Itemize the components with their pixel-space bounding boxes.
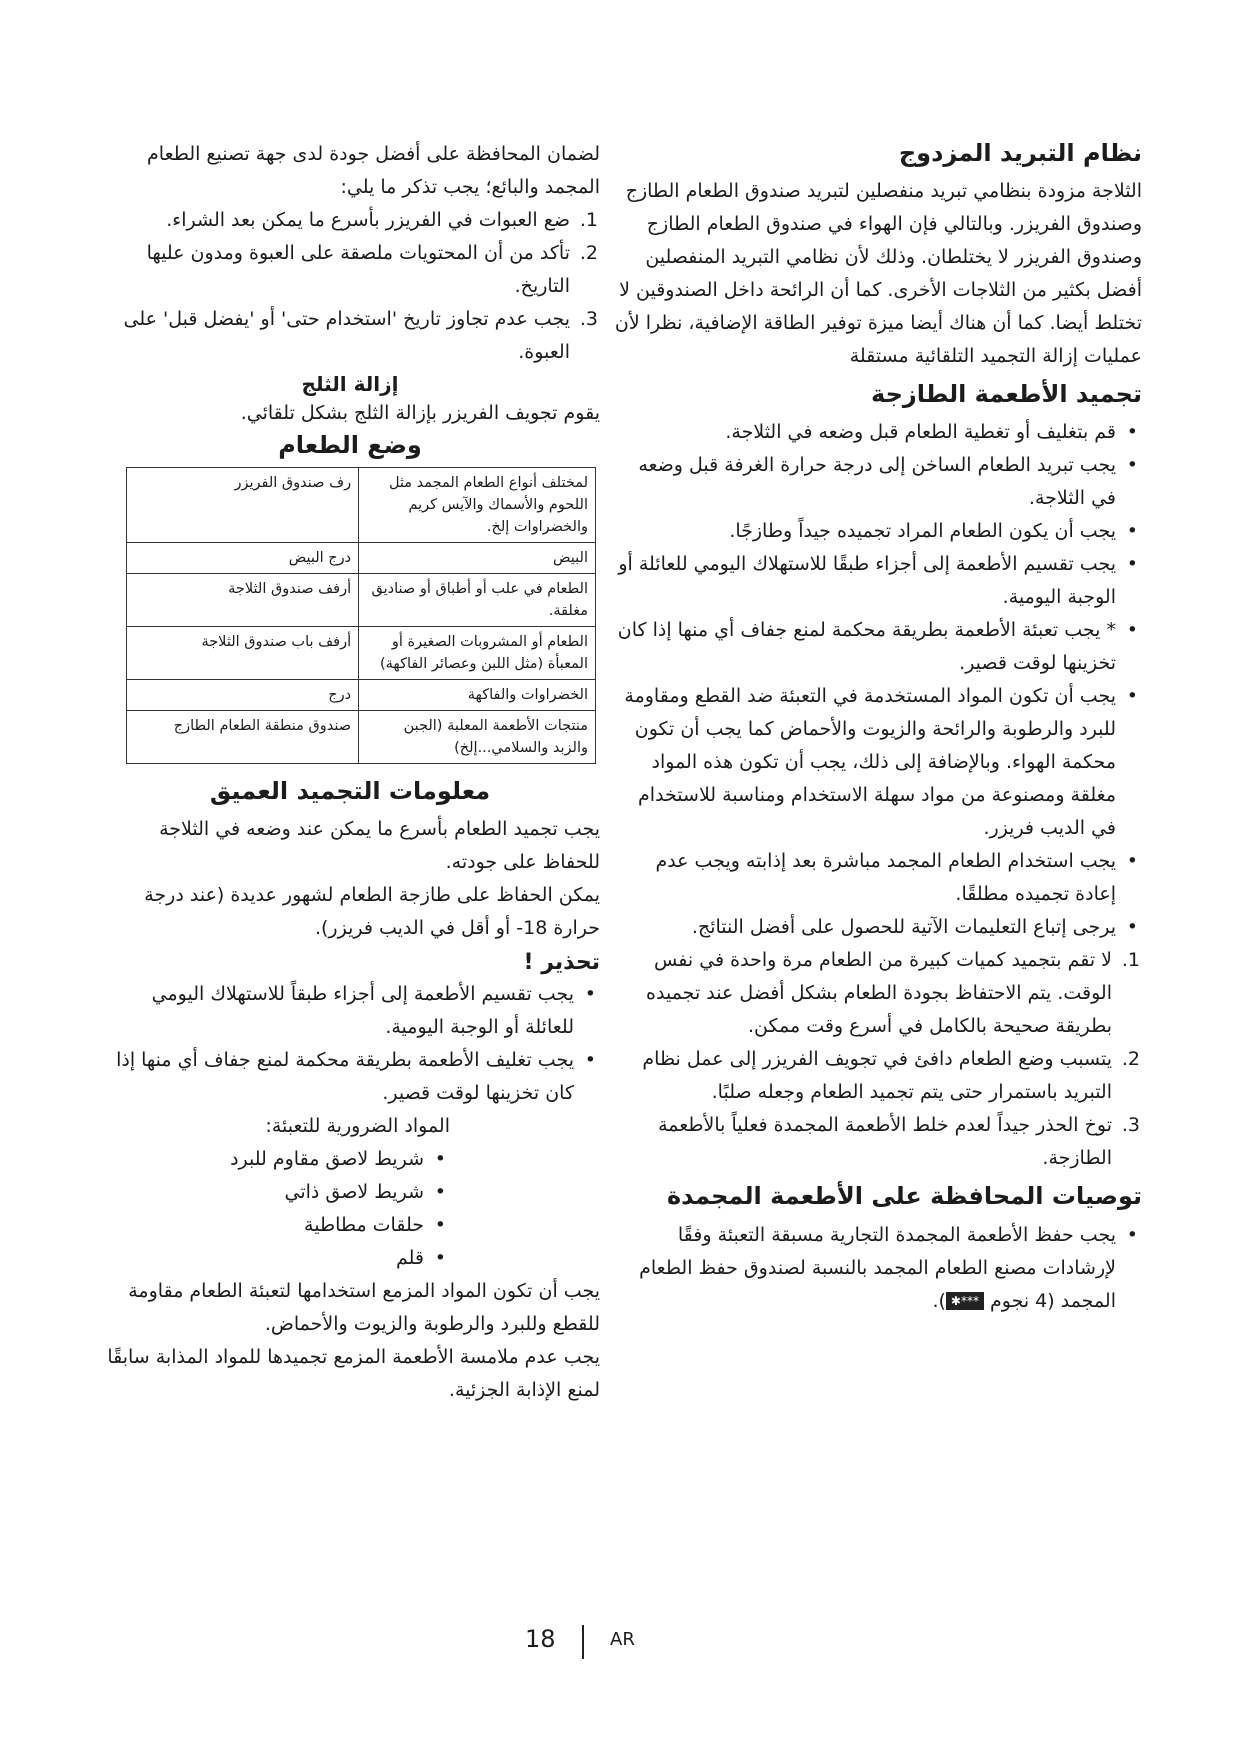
item-text-end: ). [932, 1289, 946, 1312]
contact-warning [100, 1341, 600, 1407]
table-cell: رف صندوق الفريزر [127, 468, 359, 543]
item-number: 1. [1121, 949, 1140, 972]
table-row [127, 627, 596, 680]
table-cell: منتجات الأطعمة المعلبة (الجبن والزبد والسلامي...إلخ) [359, 711, 596, 764]
list-item: • يجب أن يكون الطعام المراد تجميده جيداً وطازجًا. [612, 515, 1142, 548]
list-item: • شريط لاصق مقاوم للبرد [100, 1143, 450, 1176]
list-item: • يجب تغليف الأطعمة بطريقة محكمة لمنع جفاف أي منها إذا كان تخزينها لوقت قصير. [100, 1044, 600, 1110]
freezing-tips-list [612, 944, 1142, 1175]
item-text: تأكد من أن المحتويات ملصقة على العبوة ومدون عليها التاريخ. [146, 242, 570, 297]
page-footer [0, 1625, 1241, 1665]
materials-list [100, 1143, 600, 1275]
table-row [127, 468, 596, 543]
table-row [127, 711, 596, 764]
item-text: ضع العبوات في الفريزر بأسرع ما يمكن بعد الشراء. [166, 209, 570, 231]
list-item: • شريط لاصق ذاتي [100, 1176, 450, 1209]
quality-list [100, 204, 600, 369]
fresh-food-list [612, 416, 1142, 944]
dual-cooling-title: نظام التبريد المزدوج [898, 139, 1142, 167]
dual-cooling-paragraph: الثلاجة مزودة بنظامي تبريد منفصلين لتبريد صندوق الطعام الطازج وصندوق الفريزر. وبالتالي فإن الهواء في صندوق الطعام الطازج وصندوق الفريزر لا يختلطان. وذلك لأن نظامي التبريد المنفصلين أفضل بكثير من الثلاجات الأخرى. كما أن الرائحة داخل الصندوقين لا تختلط أيضا. كما أن هناك أيضا ميزة توفير الطاقة الإضافية، نظرا لأن عمليات إزالة التجميد التلقائية مستقلة [614, 180, 1142, 368]
table-row [127, 680, 596, 711]
table-row [127, 543, 596, 574]
item-text: يجب حفظ الأطعمة المجمدة التجارية مسبقة التعبئة وفقًا لإرشادات مصنع الطعام المجمد بالنسبة لصندوق حفظ الطعام المجمد (4 نجوم [639, 1223, 1116, 1312]
table-row [127, 574, 596, 627]
warning-list [100, 978, 600, 1110]
list-item: • يجب تقسيم الأطعمة إلى أجزاء طبقًا للاستهلاك اليومي للعائلة أو الوجبة اليومية. [612, 548, 1142, 614]
list-item [100, 204, 600, 237]
left-column [100, 138, 600, 1407]
item-number: 1. [579, 209, 598, 231]
warning-title: تحذير ! [523, 950, 600, 976]
item-number: 2. [1121, 1048, 1140, 1071]
contact-warning-end: المذابة سابقًا لمنع الإذابة الجزئية. [107, 1345, 600, 1401]
table-cell: صندوق منطقة الطعام الطازج [127, 711, 359, 764]
item-text: لا تقم بتجميد كميات كبيرة من الطعام مرة واحدة في نفس الوقت. يتم الاحتفاظ بجودة الطعام بشكل أفضل عند تجميده بطريقة صحيحة بالكامل في أسرع وقت ممكن. [646, 949, 1112, 1038]
list-item [612, 944, 1142, 1043]
deep-freeze-p2: يمكن الحفاظ على طازجة الطعام لشهور عديدة (عند درجة حرارة 18- أو أقل في الديب فريزر). [144, 884, 600, 940]
contact-warning-start: يجب عدم ملامسة الأطعمة المزمع تجميدها للمواد [214, 1345, 600, 1368]
list-item: • قم بتغليف أو تغطية الطعام قبل وضعه في الثلاجة. [612, 416, 1142, 449]
list-item: • يجب أن تكون المواد المستخدمة في التعبئة ضد القطع ومقاومة للبرد والرطوبة والرائحة والزيوت والأحماض كما يجب أن تكون محكمة الهواء. وبالإضافة إلى ذلك، يجب أن تكون هذه المواد مغلقة ومصنوعة من مواد سهلة الاستخدام ومناسبة للاستخدام في الديب فريزر. [612, 680, 1142, 845]
item-number: 2. [579, 242, 598, 264]
table-cell: لمختلف أنواع الطعام المجمد مثل اللحوم والأسماك والآيس كريم والخضراوات إلخ. [359, 468, 596, 543]
list-item: • يجب تبريد الطعام الساخن إلى درجة حرارة الغرفة قبل وضعه في الثلاجة. [612, 449, 1142, 515]
deep-freeze-p1: يجب تجميد الطعام بأسرع ما يمكن عند وضعه في الثلاجة للحفاظ على جودته. [159, 818, 600, 874]
language-code: AR [610, 1629, 635, 1650]
footer-divider [582, 1625, 584, 1659]
table-cell: الخضراوات والفاكهة [359, 680, 596, 711]
table-cell: أرفف باب صندوق الثلاجة [127, 627, 359, 680]
list-item: • يجب تقسيم الأطعمة إلى أجزاء طبقاً للاستهلاك اليومي للعائلة أو الوجبة اليومية. [100, 978, 600, 1044]
four-star-symbol: ***✱ [946, 1292, 984, 1310]
list-item [100, 237, 600, 303]
right-column [612, 138, 1142, 1318]
fresh-food-freezing-title: تجميد الأطعمة الطازجة [871, 380, 1142, 409]
quality-intro: لضمان المحافظة على أفضل جودة لدى جهة تصنيع الطعام المجمد والبائع؛ يجب تذكر ما يلي: [147, 143, 600, 198]
defrost-text: يقوم تجويف الفريزر بإزالة الثلج بشكل تلقائي. [240, 402, 600, 424]
list-item: • يجب استخدام الطعام المجمد مباشرة بعد إذابته ويجب عدم إعادة تجميده مطلقًا. [612, 845, 1142, 911]
item-number: 3. [579, 308, 598, 330]
list-item [100, 303, 600, 369]
table-cell: الطعام في علب أو أطباق أو صناديق مغلقة. [359, 574, 596, 627]
list-item [612, 1109, 1142, 1175]
food-placement-table [126, 467, 596, 764]
item-text: يتسبب وضع الطعام دافئ في تجويف الفريزر إلى عمل نظام التبريد باستمرار حتى يتم تجميد الطعام وجعله صلبًا. [642, 1048, 1112, 1104]
frozen-food-recommendations-title: توصيات المحافظة على الأطعمة المجمدة [667, 1182, 1142, 1211]
list-item: • حلقات مطاطية [100, 1209, 450, 1242]
page-number: 18 [525, 1625, 556, 1653]
frozen-food-list [612, 1219, 1142, 1318]
table-cell: الطعام أو المشروبات الصغيرة أو المعبأة (مثل اللبن وعصائر الفاكهة) [359, 627, 596, 680]
table-cell: البيض [359, 543, 596, 574]
materials-label: المواد الضرورية للتعبئة: [265, 1114, 450, 1137]
table-cell: درج البيض [127, 543, 359, 574]
list-item: • يرجى إتباع التعليمات الآتية للحصول على أفضل النتائج. [612, 911, 1142, 944]
list-item [612, 1043, 1142, 1109]
item-text: توخ الحذر جيداً لعدم خلط الأطعمة المجمدة فعلياً بالأطعمة الطازجة. [658, 1114, 1112, 1170]
table-cell: أرفف صندوق الثلاجة [127, 574, 359, 627]
item-number: 3. [1121, 1114, 1140, 1137]
placing-food-title: وضع الطعام [278, 431, 422, 459]
list-item: • * يجب تعبئة الأطعمة بطريقة محكمة لمنع جفاف أي منها إذا كان تخزينها لوقت قصير. [612, 614, 1142, 680]
list-item: • قلم [100, 1242, 450, 1275]
item-text: يجب عدم تجاوز تاريخ 'استخدام حتى' أو 'يفضل قبل' على العبوة. [123, 308, 570, 363]
materials-requirements: يجب أن تكون المواد المزمع استخدامها لتعبئة الطعام مقاومة للقطع وللبرد والرطوبة والزيوت والأحماض. [128, 1279, 600, 1335]
defrost-title: إزالة الثلج [301, 372, 399, 396]
table-cell: درج [127, 680, 359, 711]
deep-freeze-title: معلومات التجميد العميق [209, 777, 491, 806]
list-item [612, 1219, 1142, 1318]
